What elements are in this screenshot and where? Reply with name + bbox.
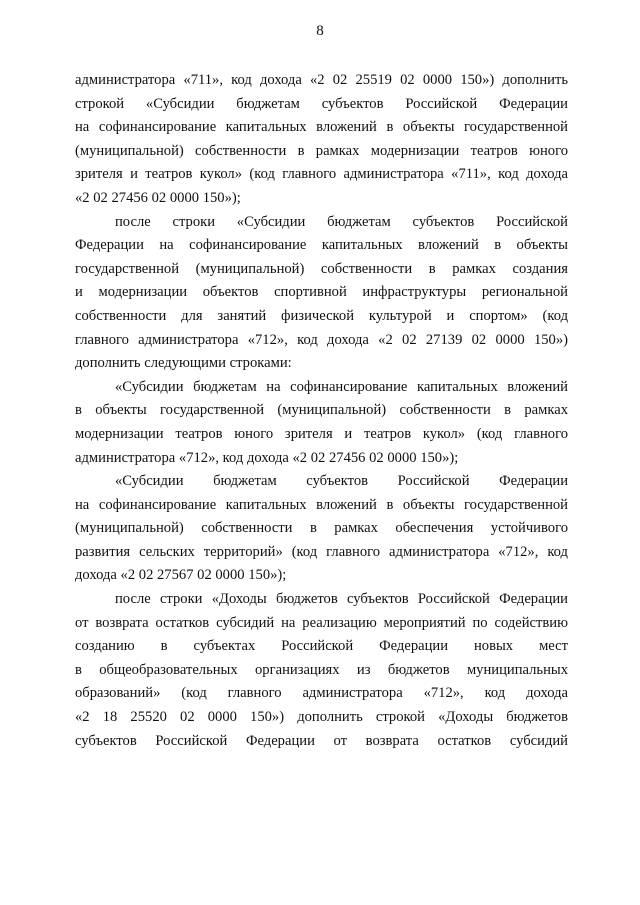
text-line: модернизации театров юного зрителя и театров кукол» (код главного [75,425,568,442]
text-line: в общеобразовательных организациях из бюджетов муниципальных [75,661,568,678]
text-line: образований» (код главного администратора «712», код дохода [75,685,568,702]
text-line: в объекты государственной (муниципальной) собственности в рамках [75,402,568,419]
document-body [75,69,568,753]
text-line: главного администратора «712», код дохода «2 02 27139 02 0000 150») [75,331,568,348]
text-line: «Субсидии бюджетам на софинансирование капитальных вложений [115,378,568,395]
text-line: на софинансирование капитальных вложений в объекты государственной [75,119,568,136]
text-line: собственности для занятий физической культурой и спортом» (код [75,307,568,324]
text-line: от возврата остатков субсидий на реализацию мероприятий по содействию [75,614,568,631]
paragraph-1 [75,69,568,211]
text-line: Федерации на софинансирование капитальных вложений в объекты [75,237,568,254]
text-line: (муниципальной) собственности в рамках обеспечения устойчивого [75,520,568,537]
text-line: государственной (муниципальной) собственности в рамках создания [75,260,568,277]
text-line: развития сельских территорий» (код главного администратора «712», код [75,543,568,560]
text-line: администратора «712», код дохода «2 02 27456 02 0000 150»); [75,449,459,466]
text-line: «2 02 27456 02 0000 150»); [75,189,241,206]
text-line: администратора «711», код дохода «2 02 25519 02 0000 150») дополнить [75,72,568,88]
paragraph-2 [75,211,568,376]
text-line: на софинансирование капитальных вложений в объекты государственной [75,496,568,513]
text-line: (муниципальной) собственности в рамках модернизации театров юного [75,142,568,159]
page-number: 8 [316,23,324,39]
text-line: строкой «Субсидии бюджетам субъектов Российской Федерации [75,95,568,112]
paragraph-3 [75,376,568,470]
text-line: после строки «Субсидии бюджетам субъектов Российской [115,213,568,230]
text-line: «Субсидии бюджетам субъектов Российской Федерации [115,473,568,490]
paragraph-5 [75,588,568,753]
text-line: зрителя и театров кукол» (код главного администратора «711», код дохода [75,166,568,183]
text-line: после строки «Доходы бюджетов субъектов Российской Федерации [115,591,568,608]
text-line: дополнить следующими строками: [75,355,292,372]
text-line: «2 18 25520 02 0000 150») дополнить строкой «Доходы бюджетов [75,709,568,726]
text-line: субъектов Российской Федерации от возврата остатков субсидий [75,732,568,749]
paragraph-4 [75,470,568,588]
text-line: созданию в субъектах Российской Федерации новых мест [75,638,568,655]
text-line: дохода «2 02 27567 02 0000 150»); [75,567,287,584]
text-line: и модернизации объектов спортивной инфраструктуры региональной [75,284,568,301]
